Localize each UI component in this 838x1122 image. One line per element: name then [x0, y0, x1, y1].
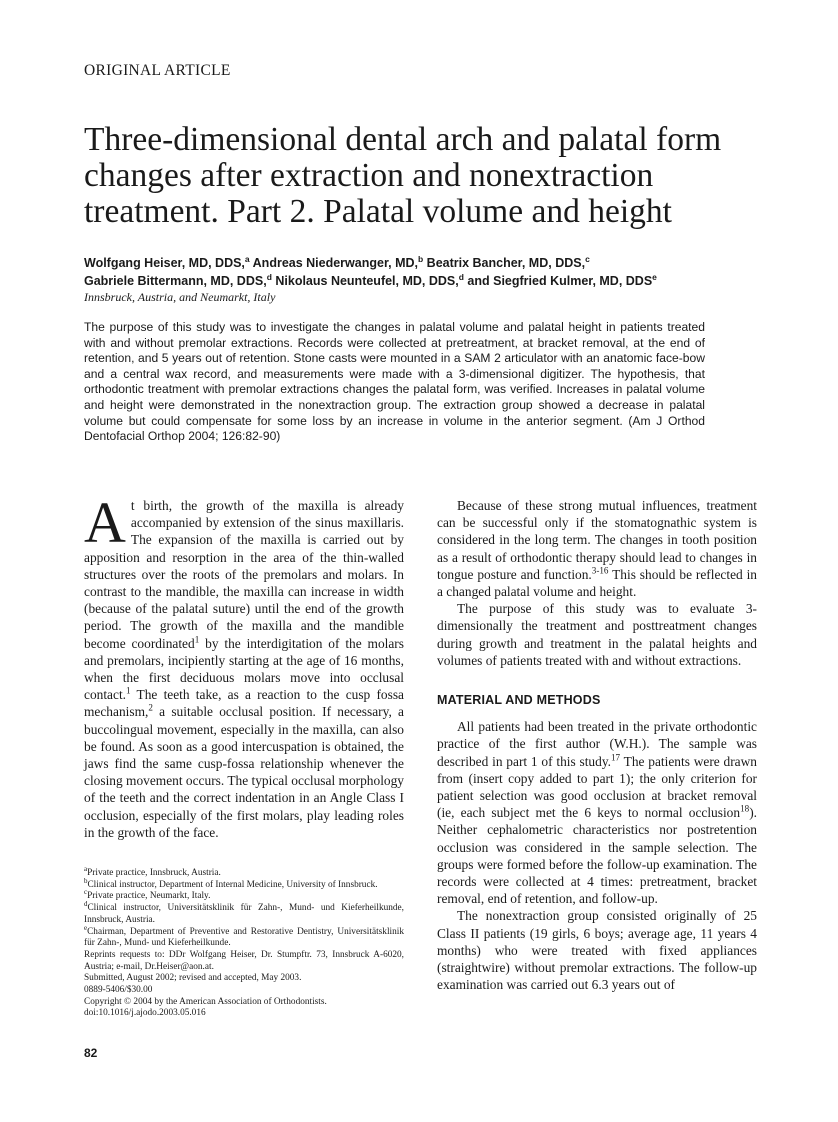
body-column-right	[437, 497, 757, 993]
footnote	[84, 888, 404, 903]
text-run: t birth, the growth of the maxilla is already accompanied by extension of the sinus maxillaris. The expansion of the maxilla is carried out by apposition and resorption in the area of the thin-walled structures over the roots of the premolars and molars. In contrast to the mandible, the maxilla can increase in width (because of the palatal suture) until the end of the growth period. The growth of the maxilla and the mandible become coordinated	[84, 498, 404, 651]
text-run: The purpose of this study was to evaluate 3-dimensionally the treatment and posttreatment changes during growth and treatment in the palatal heights and volumes of patients treated with and without extractions.	[437, 601, 757, 668]
footnote-text: Copyright © 2004 by the American Association of Orthodontists.	[84, 996, 327, 1007]
author-name: Beatrix Bancher, MD, DDS,	[426, 256, 586, 270]
author-name: Gabriele Bittermann, MD, DDS,	[84, 274, 267, 288]
footnote-text: Submitted, August 2002; revised and accepted, May 2003.	[84, 973, 302, 984]
article-title: Three-dimensional dental arch and palatal form changes after extraction and nonextraction treatment. Part 2. Palatal volume and height	[84, 121, 722, 230]
author-affiliation-marker: d	[266, 271, 272, 282]
text-run: Because of these strong mutual influences, treatment can be successful only if the stomatognathic system is considered in the long term. The changes in tooth position as a result of orthodontic therapy should lead to changes in tongue posture and function.	[437, 498, 757, 582]
text-run: All patients had been treated in the private orthodontic practice of the first author (W.H.). The sample was described in part 1 of this study.	[437, 719, 757, 769]
footnote	[84, 900, 404, 926]
body-paragraph	[437, 718, 757, 907]
author-affiliation-marker: a	[244, 253, 250, 264]
text-run: The patients were drawn from (insert copy added to part 1); the only criterion for patient selection was good occlusion at bracket removal (ie, each subject met the 6 keys to normal occlusion	[437, 753, 757, 821]
footnote	[84, 864, 404, 880]
author-name: Nikolaus Neunteufel, MD, DDS,	[275, 274, 459, 288]
footnote-marker: e	[84, 923, 88, 932]
body-paragraph	[437, 600, 757, 669]
footnote-marker: b	[84, 876, 88, 885]
text-run: The teeth take, as a reaction to the cusp fossa mechanism,	[84, 687, 404, 720]
citation-ref: 2	[148, 702, 153, 713]
author-affiliation: Innsbruck, Austria, and Neumarkt, Italy	[84, 290, 276, 304]
footnote	[84, 973, 404, 985]
body-paragraph	[437, 497, 757, 600]
citation-ref: 1	[126, 685, 131, 696]
footnote	[84, 985, 404, 997]
author-name: Andreas Niederwanger, MD,	[252, 256, 418, 270]
author-list	[84, 254, 774, 290]
author-name: Wolfgang Heiser, MD, DDS,	[84, 256, 245, 270]
footnote-marker: c	[84, 888, 88, 897]
body-column-left	[84, 490, 404, 841]
author-separator: and	[463, 274, 494, 288]
footnote-marker: a	[84, 864, 88, 873]
author-affiliation-marker: b	[417, 253, 424, 264]
footnotes	[84, 864, 404, 1020]
text-run: a suitable occlusal position. If necessary, a buccolingual movement, especially in the maxilla, can also be found. As soon as a good intercuspation is obtained, the jaws find the same cusp-fossa relationship whenever the closing movement occurs. The typical occlusal morphology of the teeth and the correct indentation in an Angle Class I occlusion, especially of the first molars, play leading roles in the growth of the face.	[84, 704, 404, 840]
footnote-marker: d	[84, 900, 88, 909]
citation-ref: 18	[740, 803, 750, 814]
footnote-text: Private practice, Neumarkt, Italy.	[87, 891, 211, 902]
author-name: Siegfried Kulmer, MD, DDS	[493, 274, 653, 288]
abstract: The purpose of this study was to investigate the changes in palatal volume and palatal height in patients treated with and without premolar extractions. Records were collected at pretreatment, at bracket removal, at the end of retention, and 5 years out of retention. Stone casts were mounted in a SAM 2 articulator with an anatomic face-bow and a central wax record, and measurements were made with a 3-dimensional digitizer. The hypothesis, that orthodontic treatment with premolar extractions changes the palatal form, was verified. Increases in palatal volume and height were demonstrated in the nonextraction group. The extraction group showed a decrease in palatal volume but could compensate for some loss by an increase in volume in the anterior segment. (Am J Orthod Dentofacial Orthop 2004; 126:82-90)	[84, 320, 705, 444]
footnote-text: Clinical instructor, Universitätsklinik für Zahn-, Mund- und Kieferheilkunde, Innsbruck, Austria.	[84, 903, 404, 925]
footnote-text: doi:10.1016/j.ajodo.2003.05.016	[84, 1008, 206, 1019]
footnote	[84, 923, 404, 950]
author-affiliation-marker: d	[458, 271, 464, 282]
citation-ref: 3-16	[591, 565, 609, 576]
page-number: 82	[84, 1046, 98, 1060]
citation-ref: 1	[194, 634, 200, 645]
footnote-text: Chairman, Department of Preventive and Restorative Dentistry, Universitätsklinik für Zahn-, Mund- und Kieferheilkunde.	[84, 926, 404, 949]
text-run: by the interdigitation of the molars and premolars, incipiently starting at the age of 16 months, when the first deciduous molars move into occlusal contact.	[84, 635, 404, 703]
drop-cap: A	[84, 490, 126, 555]
footnote	[84, 950, 404, 973]
author-affiliation-marker: e	[652, 271, 657, 282]
section-heading: MATERIAL AND METHODS	[437, 693, 601, 708]
text-run: ). Neither cephalometric characteristics nor postretention occlusion was considered in the sample selection. The groups were formed before the follow-up examination. The records were collected at 4 times: pretreatment, bracket removal, end of retention, and follow-up.	[437, 805, 757, 907]
section-label: ORIGINAL ARTICLE	[84, 62, 231, 79]
footnote	[84, 876, 404, 892]
footnote	[84, 997, 404, 1009]
text-run: The nonextraction group consisted originally of 25 Class II patients (19 girls, 6 boys; average age, 11 years 4 months) who were treated with fixed appliances (straightwire) without premolar extractions. The follow-up examination was carried out 6.3 years out of	[437, 908, 757, 993]
footnote-text: Clinical instructor, Department of Internal Medicine, University of Innsbruck.	[87, 879, 378, 890]
footnote-text: Private practice, Innsbruck, Austria.	[87, 868, 221, 878]
footnote-text: Reprints requests to: DDr Wolfgang Heiser, Dr. Stumpftr. 73, Innsbruck A-6020, Austria; e-mail, Dr.Heiser@aon.at.	[84, 949, 404, 972]
footnote-text: 0889-5406/$30.00	[84, 985, 153, 996]
text-run: This should be reflected in a changed palatal volume and height.	[437, 566, 757, 600]
author-affiliation-marker: c	[585, 253, 590, 264]
footnote	[84, 1008, 404, 1020]
body-paragraph	[84, 490, 404, 841]
body-paragraph	[437, 907, 757, 993]
paragraph-text	[84, 490, 404, 840]
citation-ref: 17	[611, 752, 621, 763]
